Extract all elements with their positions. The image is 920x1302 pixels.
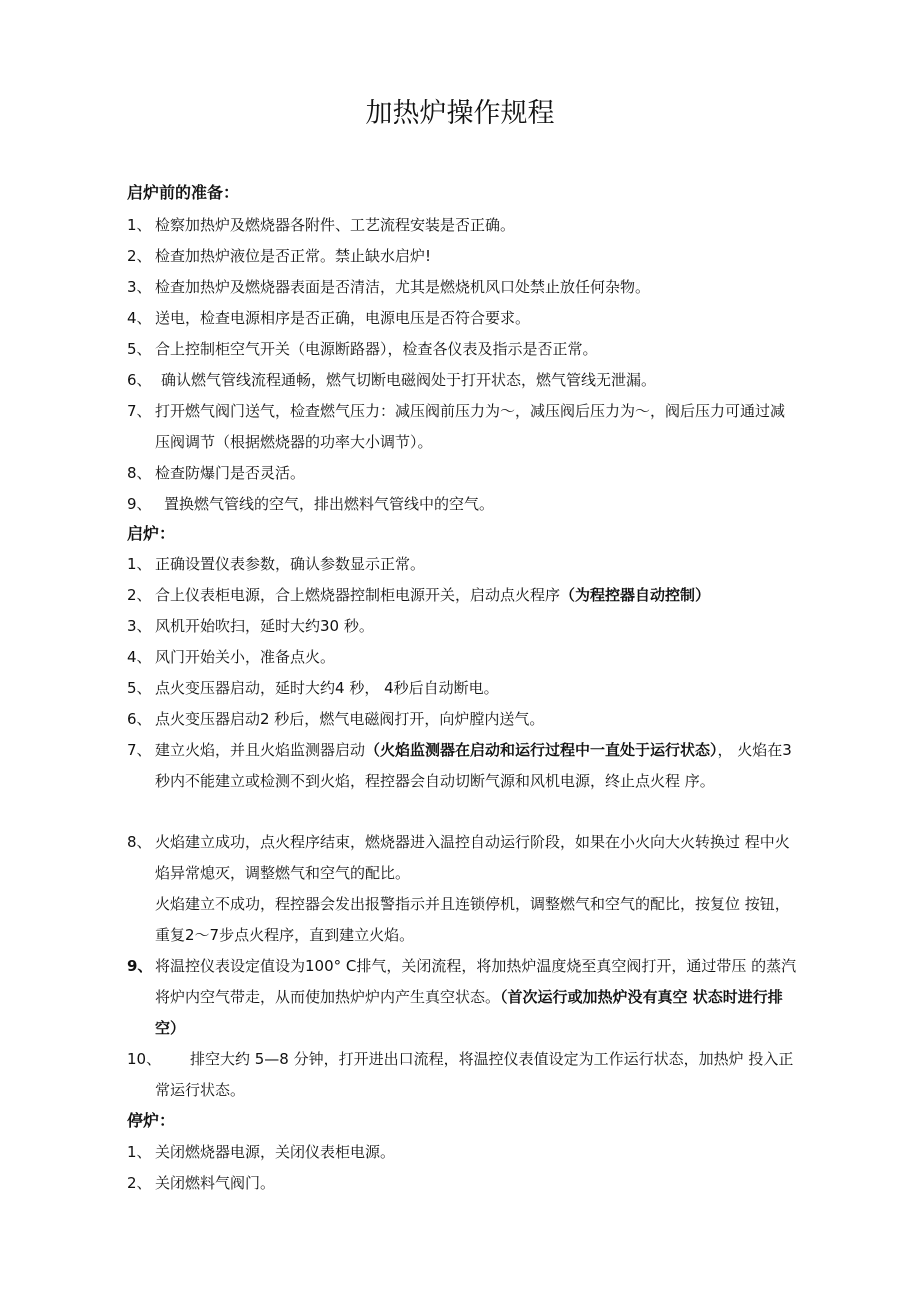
item-number: 2、	[127, 586, 152, 604]
item-text	[155, 735, 797, 797]
item-number: 3、	[127, 278, 152, 296]
item-number: 4、	[127, 648, 152, 666]
item-text: 检查加热炉液位是否正常。禁止缺水启炉!	[155, 247, 432, 265]
section-heading-prep: 启炉前的准备：	[127, 183, 240, 202]
item-text	[155, 580, 797, 611]
item-text-part: 合上仪表柜电源，合上燃烧器控制柜电源开关，启动点火程序	[155, 586, 561, 604]
item-text: 关闭燃烧器电源，关闭仪表柜电源。	[155, 1143, 396, 1161]
list-item	[127, 1168, 797, 1199]
list-item	[127, 704, 797, 735]
item-text: 检查加热炉及燃烧器表面是否清洁，尤其是燃烧机风口处禁止放任何杂物。	[155, 278, 651, 296]
item-text: 检察加热炉及燃烧器各附件、工艺流程安装是否正确。	[155, 216, 516, 234]
item-number: 3、	[127, 617, 152, 635]
list-item	[127, 951, 797, 1044]
list-item	[127, 549, 797, 580]
item-text: 确认燃气管线流程通畅，燃气切断电磁阀处于打开状态，燃气管线无泄漏。	[161, 371, 657, 389]
item-text-part: 将温控仪表设定值设为100° C排气，关闭流程，将加热炉温度烧至真空阀打开，通过带压 的蒸汽将炉内空气带走，从而使加热炉炉内产生真空状态。	[155, 957, 797, 1006]
item-number: 2、	[127, 247, 152, 265]
list-item	[127, 889, 797, 951]
list-item	[127, 365, 797, 396]
item-text	[155, 951, 797, 1044]
item-bold-note: （火焰监测器在启动和运行过程中一直处于运行状态）	[365, 741, 718, 759]
item-number: 9、	[127, 957, 153, 975]
list-item	[127, 642, 797, 673]
list-item	[127, 580, 797, 611]
list-item	[127, 673, 797, 704]
item-text: 合上控制柜空气开关（电源断路器），检查各仪表及指示是否正常。	[155, 340, 598, 358]
list-item	[127, 1044, 797, 1106]
item-text-part: 建立火焰，并且火焰监测器启动	[155, 741, 366, 759]
list-item	[127, 458, 797, 489]
item-number: 8、	[127, 833, 152, 851]
item-text: 关闭燃料气阀门。	[155, 1174, 276, 1192]
list-item	[127, 334, 797, 365]
item-text: 排空大约 5—8 分钟，打开进出口流程，将温控仪表值设定为工作运行状态，加热炉 投入正常运行状态。	[155, 1050, 794, 1099]
list-item	[127, 489, 797, 520]
item-text: 点火变压器启动，延时大约4 秒， 4秒后自动断电。	[155, 679, 499, 697]
item-number: 7、	[127, 402, 152, 420]
list-item	[127, 1137, 797, 1168]
item-text: 正确设置仪表参数，确认参数显示正常。	[155, 555, 426, 573]
item-text: 风门开始关小，准备点火。	[155, 648, 336, 666]
item-number: 4、	[127, 309, 152, 327]
list-item	[127, 735, 797, 797]
item-text: 点火变压器启动2 秒后，燃气电磁阀打开，向炉膛内送气。	[155, 710, 545, 728]
list-item	[127, 611, 797, 642]
list-item	[127, 210, 797, 241]
page-title: 加热炉操作规程	[365, 98, 555, 129]
item-text: 火焰建立成功，点火程序结束，燃烧器进入温控自动运行阶段，如果在小火向大火转换过 程中火焰异常熄灭，调整燃气和空气的配比。	[155, 833, 790, 882]
item-text: 检查防爆门是否灵活。	[155, 464, 306, 482]
item-bold-note: （首次运行或加热炉没有真空 状态时进行排空）	[155, 988, 783, 1037]
item-number: 2、	[127, 1174, 152, 1192]
item-text: 送电，检查电源相序是否正确，电源电压是否符合要求。	[155, 309, 531, 327]
item-number: 7、	[127, 741, 152, 759]
list-item	[127, 241, 797, 272]
list-item	[127, 827, 797, 889]
item-text: 打开燃气阀门送气，检查燃气压力：减压阀前压力为～，减压阀后压力为～，阀后压力可通过减压阀调节（根据燃烧器的功率大小调节）。	[155, 402, 786, 451]
item-number: 6、	[127, 710, 152, 728]
item-text: 置换燃气管线的空气，排出燃料气管线中的空气。	[164, 495, 495, 513]
item-text-part: ， 火焰在3 秒内不能建立或检测不到火焰，程控器会自动切断气源和风机电源，终止点火程 序。	[155, 741, 792, 790]
item-number: 5、	[127, 340, 152, 358]
item-number: 1、	[127, 1143, 152, 1161]
item-number: 5、	[127, 679, 152, 697]
item-text: 火焰建立不成功，程控器会发出报警指示并且连锁停机，调整燃气和空气的配比，按复位 按钮，重复2～7步点火程序，直到建立火焰。	[155, 895, 790, 944]
list-item	[127, 272, 797, 303]
item-number: 6、	[127, 371, 152, 389]
item-number: 9、	[127, 495, 152, 513]
item-text: 风机开始吹扫，延时大约30 秒。	[155, 617, 374, 635]
list-item	[127, 396, 797, 458]
item-number: 1、	[127, 555, 152, 573]
section-heading-start: 启炉：	[127, 524, 176, 543]
item-number: 10、	[127, 1050, 162, 1068]
item-number: 8、	[127, 464, 152, 482]
list-item	[127, 303, 797, 334]
item-bold-note: （为程控器自动控制）	[560, 586, 711, 604]
item-number: 1、	[127, 216, 152, 234]
section-heading-stop: 停炉：	[127, 1111, 176, 1130]
